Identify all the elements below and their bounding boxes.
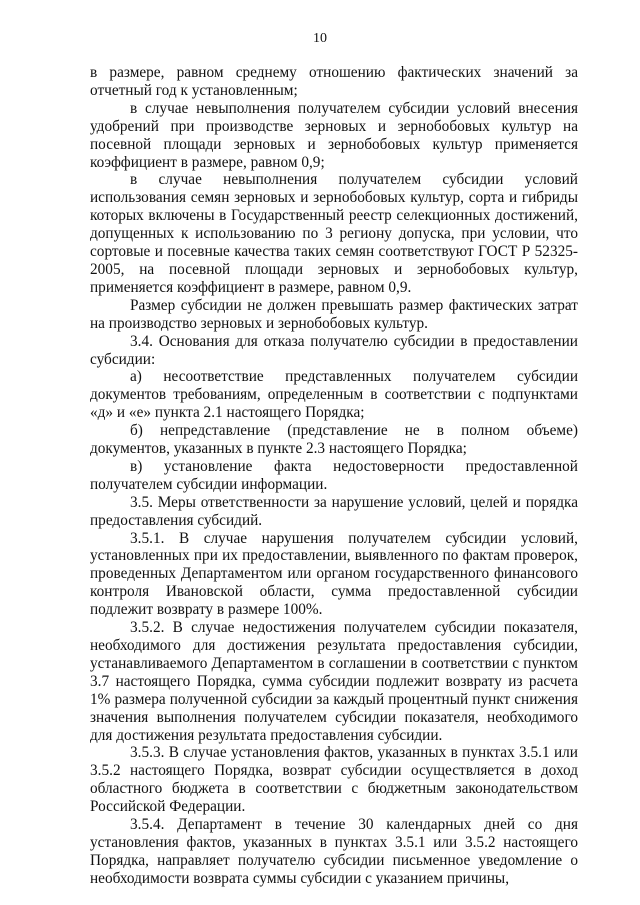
paragraph-fertilizer-coefficient: в случае невыполнения получателем субсидии условий внесения удобрений при производстве зерновых и зернобобовых культур на посевной площади зерновых и зернобобовых культур применяется коэффициент в размере, равном 0,9; — [90, 99, 578, 171]
paragraph-section-3-5: 3.5. Меры ответственности за нарушение условий, целей и порядка предоставления субсидий. — [90, 493, 578, 529]
paragraph-item-c: в) установление факта недостоверности предоставленной получателем субсидии информации. — [90, 457, 578, 493]
paragraph-section-3-5-3: 3.5.3. В случае установления фактов, указанных в пунктах 3.5.1 или 3.5.2 настоящего Порядка, возврат субсидии осуществляется в доход областного бюджета в соответствии с бюджетным законодательством Российской Федерации. — [90, 744, 578, 816]
paragraph-section-3-5-1: 3.5.1. В случае нарушения получателем субсидии условий, установленных при их предоставлении, выявленного по фактам проверок, проведенных Департаментом или органом государственного финансового контроля Ивановской области, сумма предоставленной субсидии подлежит возврату в размере 100%. — [90, 529, 578, 619]
paragraph-subsidy-limit: Размер субсидии не должен превышать размер фактических затрат на производство зерновых и зернобобовых культур. — [90, 296, 578, 332]
paragraph-item-a: а) несоответствие представленных получателем субсидии документов требованиям, определенным в соответствии с подпунктами «д» и «е» пункта 2.1 настоящего Порядка; — [90, 368, 578, 422]
document-body — [90, 64, 578, 888]
page-number: 10 — [313, 31, 327, 46]
paragraph-seeds-coefficient: в случае невыполнения получателем субсидии условий использования семян зерновых и зернобобовых культур, сорта и гибриды которых включены в Государственный реестр селекционных достижений, допущенных к использованию по 3 региону допуска, при условии, что сортовые и посевные качества таких семян соответствуют ГОСТ Р 52325-2005, на посевной площади зерновых и зернобобовых культур, применяется коэффициент в размере, равном 0,9. — [90, 171, 578, 296]
paragraph-section-3-5-2: 3.5.2. В случае недостижения получателем субсидии показателя, необходимого для достижения результата предоставления субсидии, устанавливаемого Департаментом в соглашении в соответствии с пунктом 3.7 настоящего Порядка, сумма субсидии подлежит возврату из расчета 1% размера полученной субсидии за каждый процентный пункт снижения значения выполнения получателем субсидии показателя, необходимого для достижения результата предоставления субсидии. — [90, 619, 578, 744]
paragraph-continuation: в размере, равном среднему отношению фактических значений за отчетный год к установленным; — [90, 64, 578, 99]
paragraph-section-3-4: 3.4. Основания для отказа получателю субсидии в предоставлении субсидии: — [90, 332, 578, 368]
paragraph-item-b: б) непредставление (представление не в полном объеме) документов, указанных в пункте 2.3 настоящего Порядка; — [90, 422, 578, 458]
paragraph-section-3-5-4: 3.5.4. Департамент в течение 30 календарных дней со дня установления фактов, указанных в пунктах 3.5.1 или 3.5.2 настоящего Порядка, направляет получателю субсидии письменное уведомление о необходимости возврата суммы субсидии с указанием причины, — [90, 816, 578, 887]
